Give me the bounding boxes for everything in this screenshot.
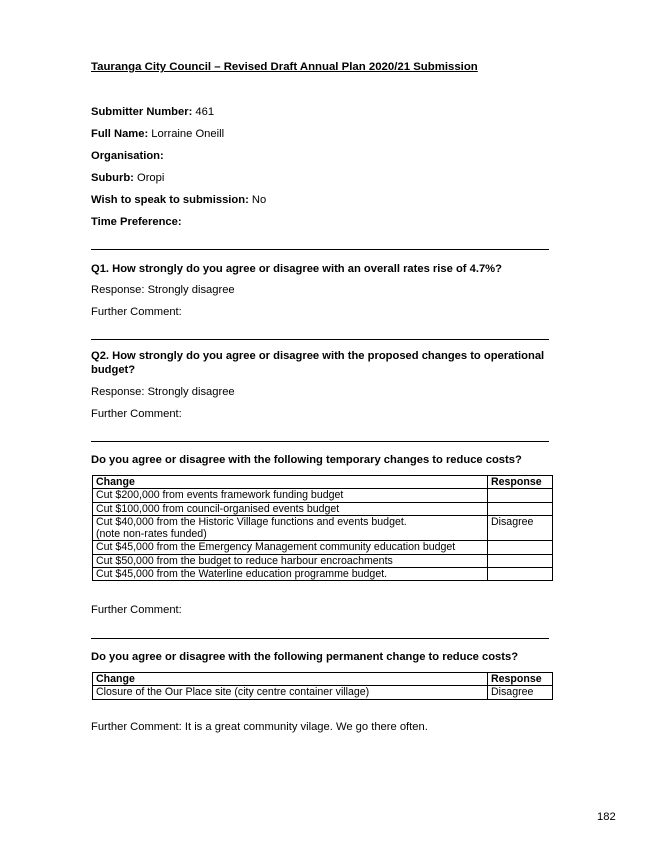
suburb-value: Oropi [133, 172, 165, 184]
response-cell [488, 502, 553, 515]
response-cell: Disagree [488, 515, 553, 541]
header-response: Response [488, 673, 553, 686]
divider [91, 441, 549, 442]
change-cell [93, 515, 488, 541]
full-name-field [91, 128, 224, 140]
table-row [93, 502, 553, 515]
q2-comment: Further Comment: [91, 408, 182, 420]
divider [91, 339, 549, 340]
submitter-number-field [91, 106, 214, 118]
organisation-label: Organisation: [91, 150, 164, 162]
page-number: 182 [597, 811, 616, 823]
change-cell: Cut $45,000 from the Waterline education programme budget. [93, 568, 488, 581]
q1-question: Q1. How strongly do you agree or disagree with an overall rates rise of 4.7%? [91, 263, 502, 275]
speak-value: No [248, 194, 267, 206]
table-row [93, 568, 553, 581]
header-change: Change [93, 673, 488, 686]
q1-comment: Further Comment: [91, 306, 182, 318]
change-line: Cut $40,000 from the Historic Village functions and events budget. [96, 515, 407, 528]
change-cell: Cut $200,000 from events framework funding budget [93, 489, 488, 502]
submitter-number-label: Submitter Number: [91, 106, 193, 118]
change-note: (note non-rates funded) [96, 528, 207, 541]
table-row [93, 515, 553, 541]
q4-question: Do you agree or disagree with the following permanent change to reduce costs? [91, 651, 519, 663]
speak-field [91, 194, 266, 206]
speak-label: Wish to speak to submission: [91, 194, 249, 206]
organisation-field [91, 150, 164, 162]
header-change: Change [93, 476, 488, 489]
table-header-row [93, 673, 553, 686]
table-row [93, 489, 553, 502]
table-row [93, 541, 553, 554]
table-row [93, 686, 553, 699]
change-cell: Cut $50,000 from the budget to reduce harbour encroachments [93, 554, 488, 567]
submitter-number-value: 461 [192, 106, 215, 118]
q1-response: Response: Strongly disagree [91, 284, 235, 296]
divider [91, 638, 549, 639]
time-preference-label: Time Preference: [91, 216, 182, 228]
time-preference-field [91, 216, 182, 228]
suburb-label: Suburb: [91, 172, 134, 184]
full-name-label: Full Name: [91, 128, 149, 140]
q3-question: Do you agree or disagree with the following temporary changes to reduce costs? [91, 454, 522, 466]
suburb-field [91, 172, 164, 184]
document-title: Tauranga City Council – Revised Draft Annual Plan 2020/21 Submission [91, 61, 478, 73]
change-cell: Cut $45,000 from the Emergency Management community education budget [93, 541, 488, 554]
table-row [93, 554, 553, 567]
q2-question: Q2. How strongly do you agree or disagree with the proposed changes to operational budget? [91, 350, 545, 376]
response-cell [488, 541, 553, 554]
header-response: Response [488, 476, 553, 489]
full-name-value: Lorraine Oneill [148, 128, 225, 140]
q4-comment: Further Comment: It is a great community vilage. We go there often. [91, 721, 428, 733]
table-header-row [93, 476, 553, 489]
response-cell [488, 554, 553, 567]
change-cell: Cut $100,000 from council-organised events budget [93, 502, 488, 515]
divider [91, 249, 549, 250]
response-cell [488, 568, 553, 581]
response-cell [488, 489, 553, 502]
temporary-changes-table [92, 475, 553, 581]
permanent-changes-table [92, 672, 553, 700]
response-cell: Disagree [488, 686, 553, 699]
change-cell: Closure of the Our Place site (city centre container village) [93, 686, 488, 699]
q2-response: Response: Strongly disagree [91, 386, 235, 398]
q3-comment: Further Comment: [91, 604, 182, 616]
